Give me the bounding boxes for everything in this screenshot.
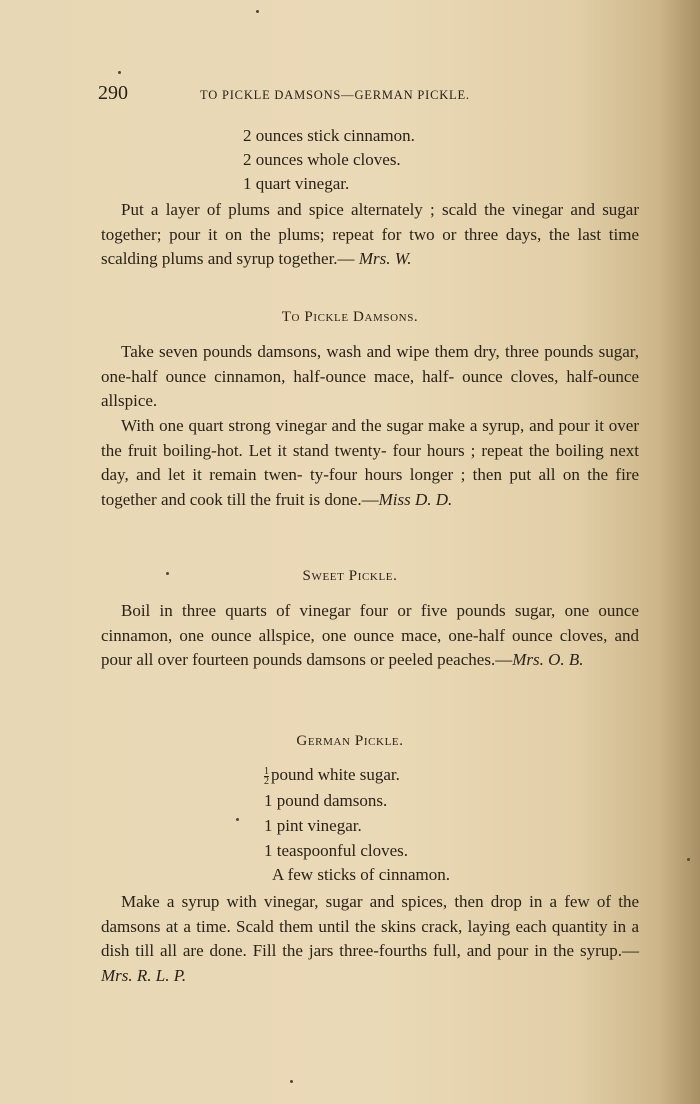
text-line: and sugar together; pour it on the plums; repeat for two or bbox=[101, 200, 640, 244]
text-line: and pour it over the fruit boiling-hot. Let it stand twenty- bbox=[101, 416, 640, 460]
ingredient-line: 1 pint vinegar. bbox=[264, 816, 362, 835]
ingredient-line: $\frac{1}{2}$ pound white sugar. bbox=[264, 765, 400, 787]
german-pickle-method bbox=[101, 890, 639, 989]
text-line: ty-four hours longer ; then put all on the fire together and cook bbox=[101, 465, 640, 510]
recipe-title: German Pickle. bbox=[296, 733, 404, 749]
prev-recipe-method bbox=[101, 198, 639, 272]
ingredient-line: 2 ounces whole cloves. bbox=[243, 150, 401, 169]
recipe-title: To Pickle Damsons. bbox=[281, 309, 419, 325]
text-line: few of the damsons at a time. Scald them until the skins crack, bbox=[101, 892, 639, 936]
paper-speck bbox=[256, 10, 259, 13]
ingredient-line: 1 pound damsons. bbox=[264, 791, 388, 810]
text-line: pounds sugar, one-half ounce cinnamon, half-ounce mace, half- bbox=[101, 342, 639, 386]
text-line: till the fruit is done.— bbox=[227, 490, 379, 510]
attribution: Mrs. O. B. bbox=[512, 650, 584, 670]
page-header bbox=[98, 82, 638, 110]
paper-speck bbox=[290, 1080, 293, 1083]
paper-speck bbox=[166, 572, 169, 575]
text-line: four hours ; repeat the boiling next day, and let it remain twen- bbox=[101, 440, 639, 485]
ingredient-line: A few sticks of cinnamon. bbox=[272, 865, 450, 884]
text-line: three-fourths full, and pour in the syrup.— bbox=[339, 941, 639, 961]
text-line: ounce cloves, half-ounce allspice. bbox=[101, 366, 640, 411]
attribution: Mrs. W. bbox=[358, 249, 412, 269]
text-line: ounce cloves, and pour all over fourteen pounds damsons or bbox=[101, 625, 640, 670]
pickle-damsons-method bbox=[101, 414, 639, 513]
paper-speck bbox=[236, 818, 239, 821]
attribution: Miss D. D. bbox=[378, 490, 453, 510]
text-line: Put a layer of plums and spice alternately ; scald the vinegar bbox=[121, 200, 564, 219]
fraction-one-half: $\frac{1}{2}$ bbox=[264, 765, 269, 787]
page-number: 290 bbox=[98, 82, 128, 104]
text-line: ounce cinnamon, one ounce allspice, one ounce mace, one-half bbox=[101, 601, 639, 645]
pickle-damsons-ingredients bbox=[101, 340, 639, 414]
text-line: Make a syrup with vinegar, sugar and spices, then drop in a bbox=[121, 892, 558, 911]
attribution: Mrs. R. L. P. bbox=[101, 966, 187, 986]
text-line: With one quart strong vinegar and the sugar make a syrup, bbox=[121, 416, 525, 435]
ingredient-line: 2 ounces stick cinnamon. bbox=[243, 126, 415, 145]
ingredient-line: 1 quart vinegar. bbox=[243, 174, 350, 193]
running-head: TO PICKLE DAMSONS—GERMAN PICKLE. bbox=[200, 88, 470, 102]
paper-speck bbox=[687, 858, 690, 861]
text-line: Boil in three quarts of vinegar four or five pounds sugar, one bbox=[121, 601, 590, 620]
text-line: peeled peaches.— bbox=[388, 650, 513, 670]
sweet-pickle-method bbox=[101, 599, 639, 673]
text-line: laying each quantity in a dish till all are done. Fill the jars bbox=[101, 916, 640, 961]
ingredient-line: 1 teaspoonful cloves. bbox=[264, 841, 408, 860]
paper-speck bbox=[118, 71, 121, 74]
recipe-title: Sweet Pickle. bbox=[302, 568, 398, 584]
text-line: Take seven pounds damsons, wash and wipe them dry, three bbox=[121, 342, 539, 361]
text-line: three days, the last time scalding plums and syrup together.— bbox=[101, 224, 639, 269]
